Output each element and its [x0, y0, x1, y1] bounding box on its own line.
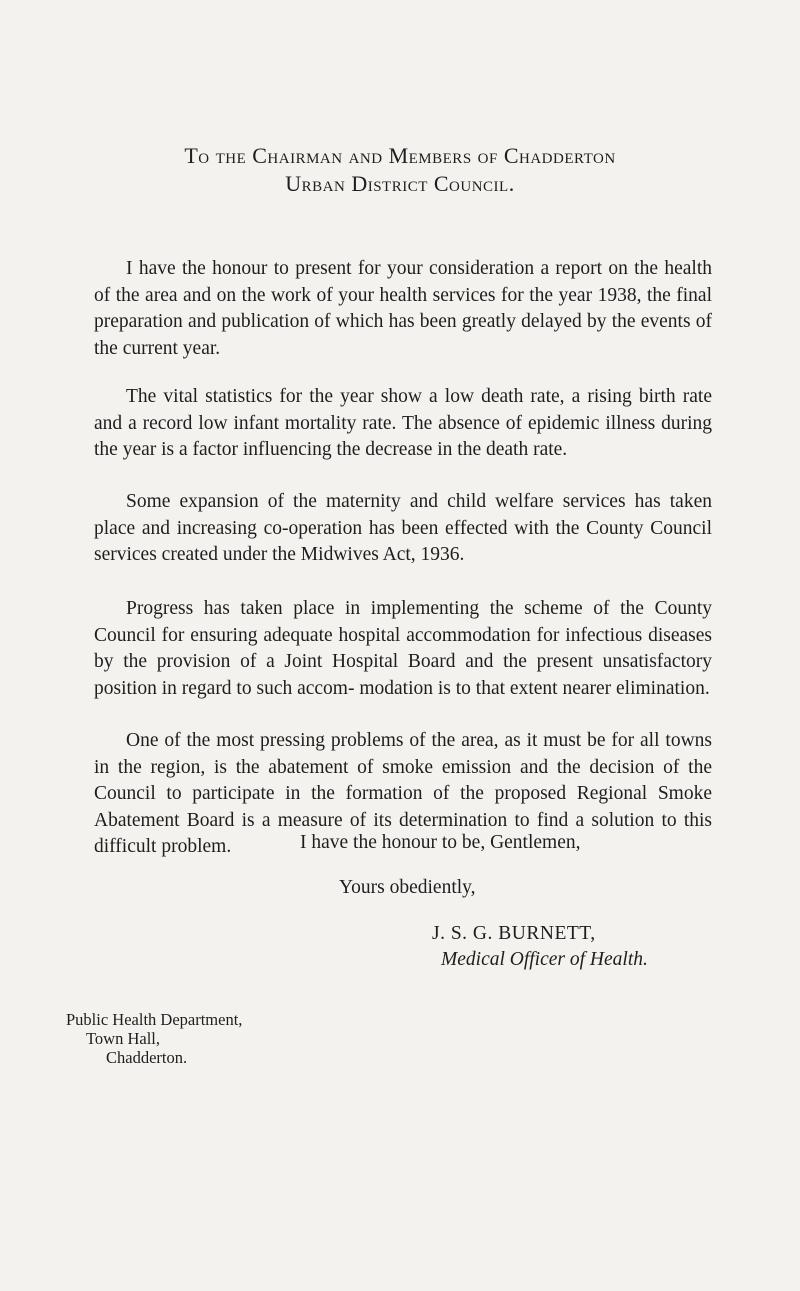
address-line-1: Public Health Department,: [66, 1010, 243, 1029]
closing-salutation: I have the honour to be, Gentlemen,: [300, 832, 581, 853]
closing-valediction: Yours obediently,: [339, 877, 476, 898]
signature-block: [432, 921, 648, 973]
paragraph-maternity-services: Some expansion of the maternity and child welfare services has taken place and increasing co-operation has been effected with the County Council services created under the Midwives Act, 1936.: [94, 491, 712, 565]
signatory-name: J. S. G. BURNETT,: [432, 923, 596, 944]
heading-line-1: To the Chairman and Members of Chadderton: [184, 143, 616, 168]
signatory-title: Medical Officer of Health.: [441, 949, 648, 970]
paragraph-introduction: I have the honour to present for your consideration a report on the health of the area and on the work of your health services for the year 1938, the final preparation and publication of which has been greatly delayed by the events of the current year.: [94, 258, 712, 359]
paragraph-smoke-abatement: One of the most pressing problems of the area, as it must be for all towns in the region, is the abatement of smoke emission and the decision of the Council to participate in the formation of the proposed Regional Smoke Abatement Board is a measure of its determination to find a solution to this difficult problem.: [94, 730, 712, 857]
heading-line-2: Urban District Council.: [285, 171, 515, 196]
sender-address: [66, 1010, 242, 1067]
address-line-3: Chadderton.: [106, 1048, 188, 1067]
letter-heading: [60, 142, 740, 198]
paragraph-vital-statistics: The vital statistics for the year show a low death rate, a rising birth rate and a record low infant mortality rate. The absence of epidemic illness during the year is a factor influencing the decrease in the death rate.: [94, 386, 712, 460]
paragraph-hospital-accommodation: Progress has taken place in implementing the scheme of the County Council for ensuring adequate hospital accommodation for infectious diseases by the provision of a Joint Hospital Board and the present unsatisfactory position in regard to such accom- modation is to that extent nearer elimination.: [94, 598, 712, 699]
address-line-2: Town Hall,: [86, 1029, 161, 1048]
